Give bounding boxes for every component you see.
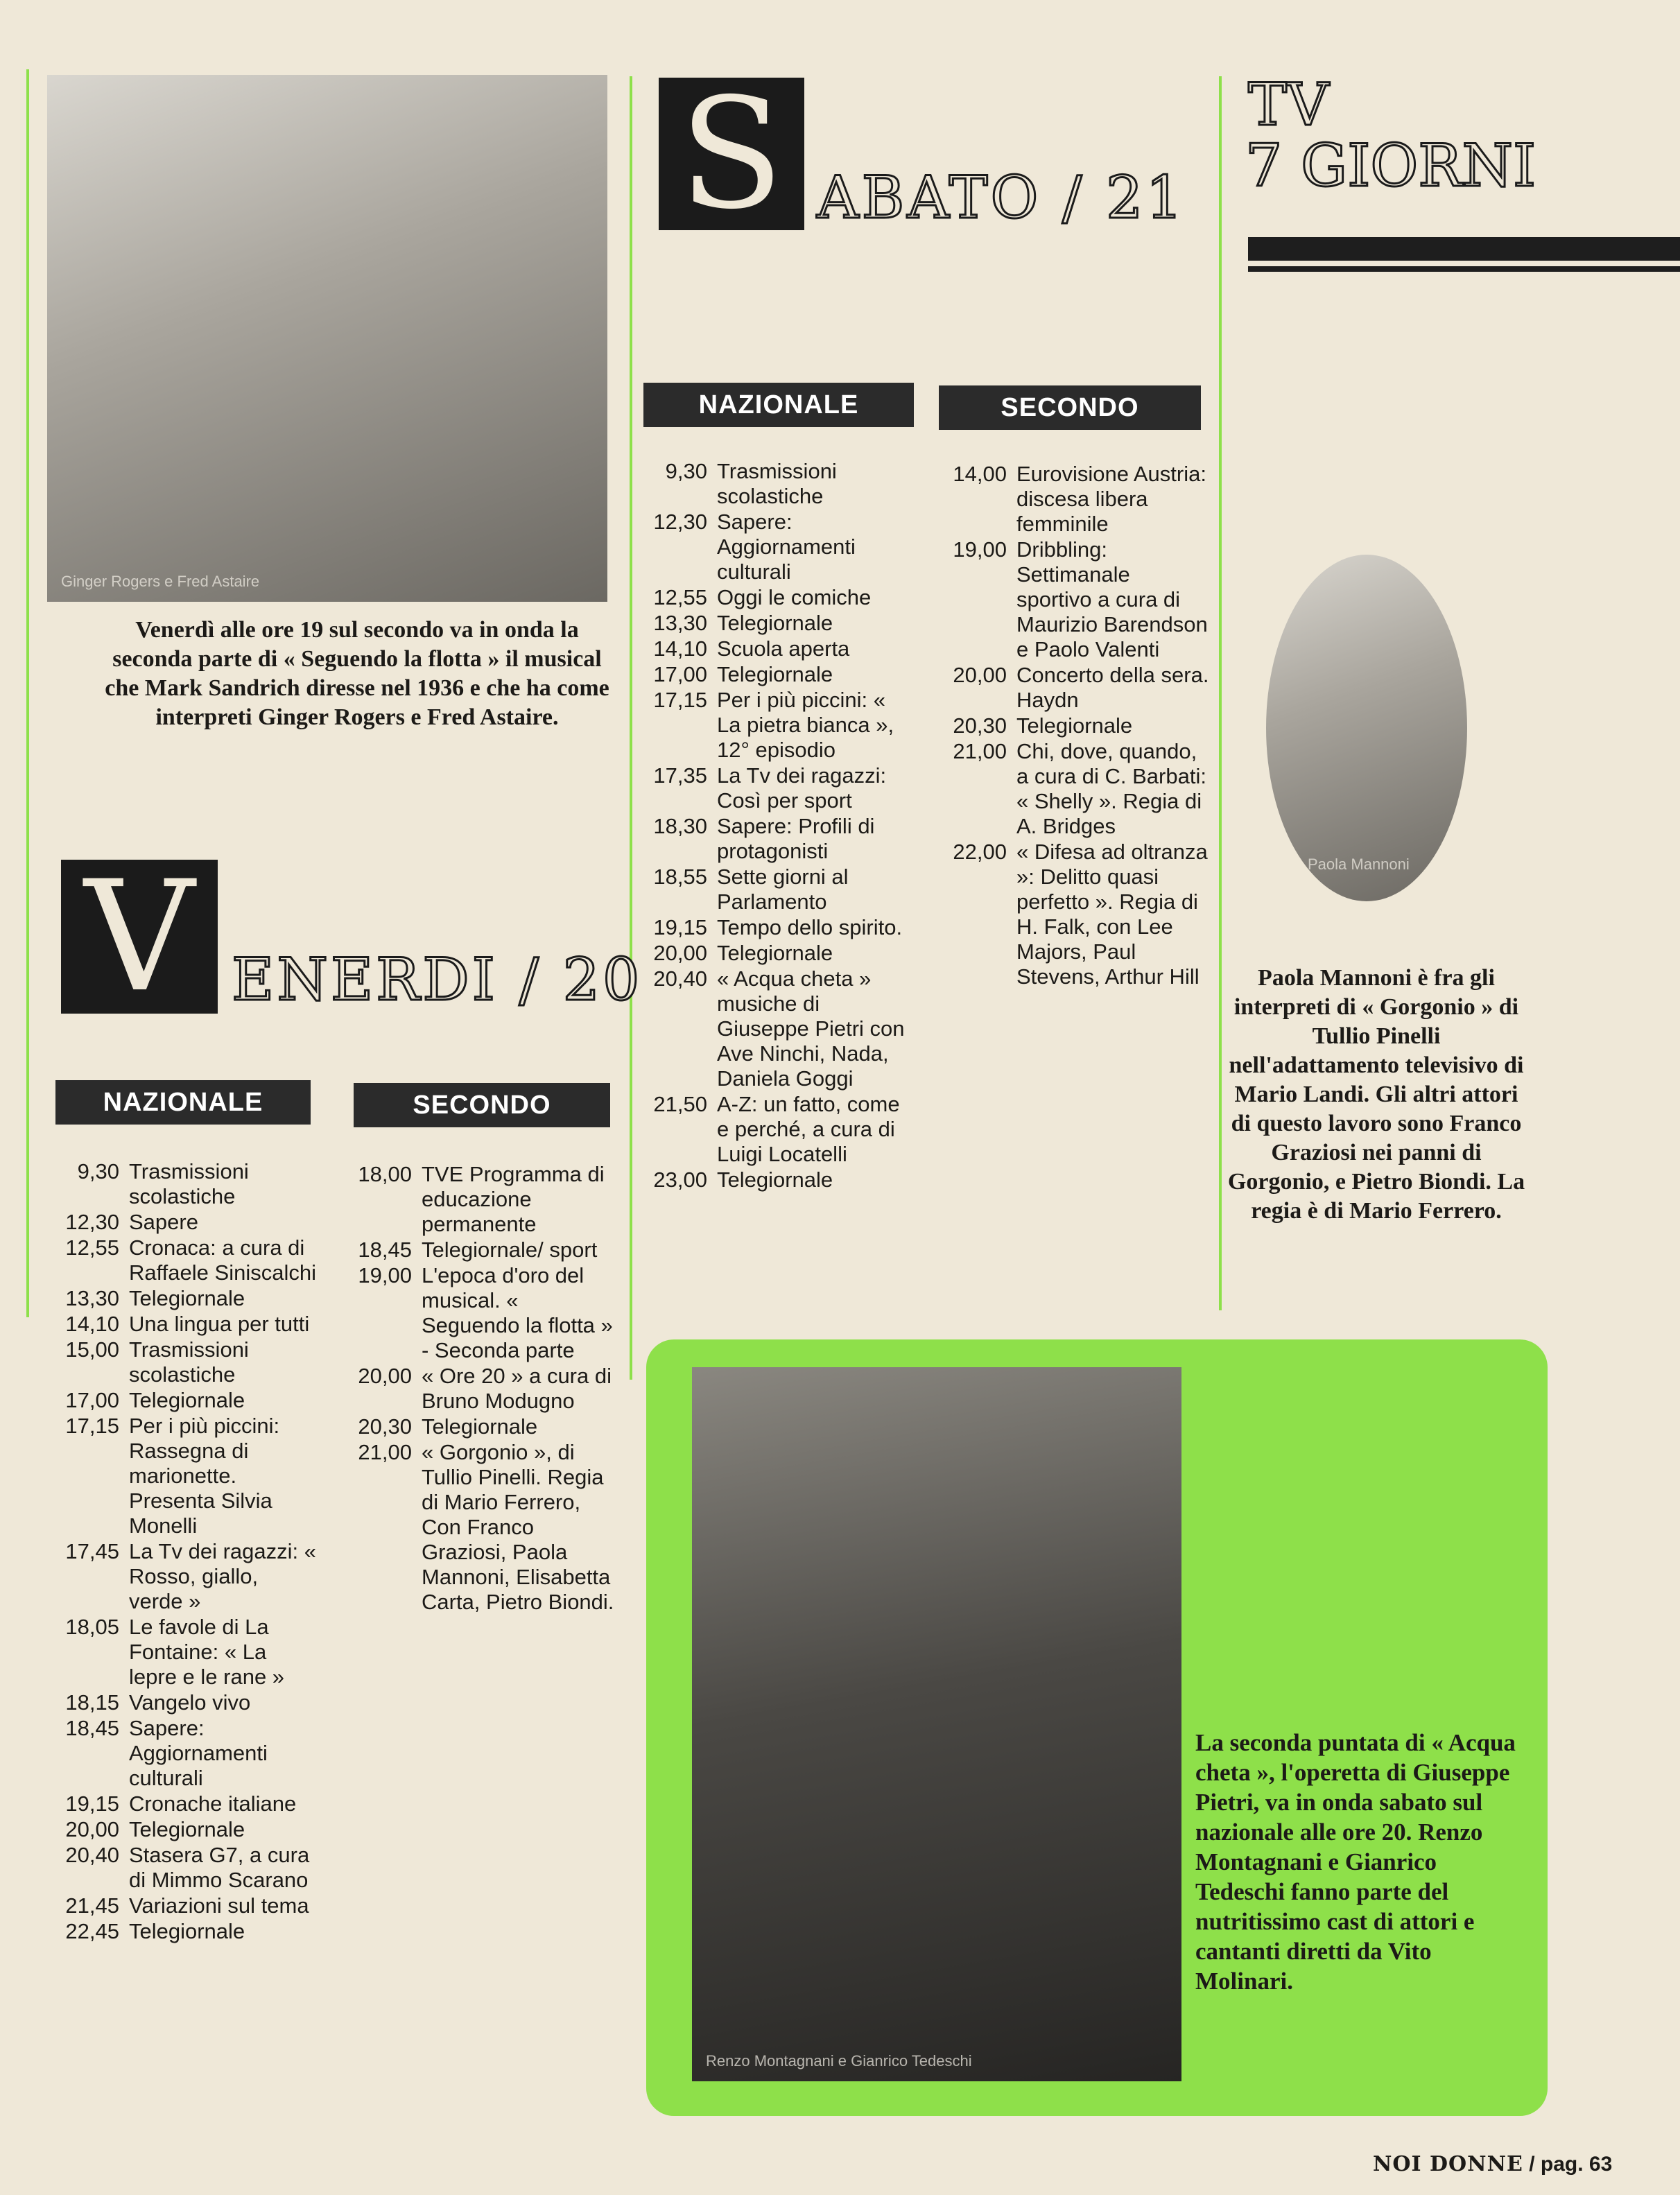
friday-nazionale-header: NAZIONALE (55, 1080, 311, 1125)
schedule-time: 21,50 (653, 1092, 707, 1116)
schedule-row (638, 865, 915, 914)
schedule-program: « Gorgonio », di Tullio Pinelli. Regia di Mario Ferrero, Con Franco Graziosi, Paola Mannoni, Elisabetta Carta, Pietro Biondi. (422, 1440, 614, 1614)
friday-nazionale-schedule (53, 1159, 316, 1945)
schedule-program: Sapere: Profili di protagonisti (717, 814, 875, 863)
schedule-program: Sapere (129, 1210, 198, 1234)
schedule-time: 22,00 (953, 840, 1007, 864)
schedule-time: 12,55 (653, 585, 707, 609)
schedule-program: Telegiornale (129, 1286, 245, 1310)
column-rule-middle (630, 76, 632, 1380)
acqua-cheta-caption: La seconda puntata di « Acqua cheta », l'operetta di Giuseppe Pietri, va in onda sabato sul nazionale alle ore 20. Renzo Montagnani e Gianrico Tedeschi fanno parte del nutritissimo cast di attori e cantanti diretti da Vito Molinari. (1195, 1729, 1516, 1995)
schedule-time: 20,30 (358, 1414, 412, 1439)
schedule-time: 15,00 (65, 1337, 119, 1362)
friday-secondo-schedule (347, 1162, 617, 1615)
schedule-program: Telegiornale (717, 662, 833, 686)
schedule-time: 20,00 (953, 663, 1007, 687)
schedule-time: 17,00 (65, 1388, 119, 1412)
schedule-row (53, 1159, 316, 1209)
schedule-time: 21,00 (358, 1440, 412, 1464)
schedule-row (53, 1893, 316, 1918)
schedule-row (940, 739, 1211, 839)
schedule-row (53, 1615, 316, 1690)
schedule-program: Telegiornale (129, 1388, 245, 1412)
schedule-program: Trasmissioni scolastiche (129, 1159, 249, 1208)
schedule-program: « Difesa ad oltranza »: Delitto quasi perfetto ». Regia di H. Falk, con Lee Majors, Paul Stevens, Arthur Hill (1016, 840, 1208, 989)
schedule-row (347, 1162, 617, 1237)
schedule-row (347, 1414, 617, 1439)
saturday-nazionale-schedule (638, 459, 915, 1193)
schedule-program: Telegiornale (129, 1817, 245, 1841)
schedule-row (638, 1168, 915, 1192)
schedule-program: Sapere: Aggiornamenti culturali (129, 1716, 268, 1790)
schedule-row (53, 1312, 316, 1337)
schedule-time: 19,15 (653, 915, 707, 939)
schedule-time: 20,00 (358, 1364, 412, 1388)
dance-photo-label: Ginger Rogers e Fred Astaire (61, 573, 260, 590)
schedule-time: 18,15 (65, 1690, 119, 1715)
footer-page: pag. 63 (1540, 2153, 1613, 2176)
masthead-bar (1248, 237, 1680, 261)
schedule-program: Telegiornale (422, 1414, 538, 1439)
schedule-program: Vangelo vivo (129, 1690, 251, 1715)
footer (1373, 2152, 1612, 2176)
column-rule-right (1219, 76, 1222, 1310)
schedule-row (638, 1092, 915, 1167)
schedule-program: Telegiornale/ sport (422, 1238, 598, 1262)
schedule-time: 9,30 (665, 459, 707, 483)
column-rule-left (26, 69, 29, 1317)
schedule-program: Telegiornale (717, 1168, 833, 1192)
saturday-letter: S (659, 78, 804, 230)
schedule-time: 17,45 (65, 1539, 119, 1563)
schedule-time: 17,00 (653, 662, 707, 686)
schedule-time: 14,00 (953, 462, 1007, 486)
schedule-time: 18,55 (653, 865, 707, 889)
saturday-secondo-schedule (940, 462, 1211, 990)
schedule-row (53, 1817, 316, 1842)
friday-letter: V (61, 860, 218, 1014)
schedule-program: Dribbling: Settimanale sportivo a cura di Maurizio Barendson e Paolo Valenti (1016, 537, 1208, 661)
schedule-row (53, 1690, 316, 1715)
schedule-program: Trasmissioni scolastiche (717, 459, 837, 508)
schedule-row (53, 1235, 316, 1285)
schedule-program: Sapere: Aggiornamenti culturali (717, 510, 856, 584)
schedule-row (53, 1210, 316, 1235)
portrait-photo-label: Paola Mannoni (1308, 856, 1410, 873)
schedule-row (940, 462, 1211, 537)
schedule-row (638, 688, 915, 763)
schedule-row (347, 1440, 617, 1615)
schedule-row (53, 1919, 316, 1944)
schedule-program: Oggi le comiche (717, 585, 872, 609)
schedule-program: Le favole di La Fontaine: « La lepre e le rane » (129, 1615, 285, 1689)
schedule-time: 17,35 (653, 763, 707, 788)
schedule-time: 23,00 (653, 1168, 707, 1192)
dance-photo (47, 75, 607, 602)
schedule-program: Per i più piccini: Rassegna di marionette. Presenta Silvia Monelli (129, 1414, 280, 1538)
schedule-row (940, 537, 1211, 662)
schedule-time: 18,05 (65, 1615, 119, 1639)
schedule-time: 20,00 (653, 941, 707, 965)
saturday-nazionale-header: NAZIONALE (643, 383, 914, 427)
schedule-row (638, 941, 915, 966)
schedule-program: L'epoca d'oro del musical. « Seguendo la flotta » - Seconda parte (422, 1263, 613, 1362)
schedule-time: 18,30 (653, 814, 707, 838)
schedule-time: 19,00 (953, 537, 1007, 562)
schedule-row (53, 1337, 316, 1387)
schedule-program: Cronache italiane (129, 1791, 297, 1816)
acqua-cheta-photo (692, 1367, 1181, 2081)
schedule-time: 19,15 (65, 1791, 119, 1816)
footer-magazine: NOI DONNE (1373, 2152, 1523, 2176)
saturday-heading: ABATO / 21 (817, 164, 1186, 232)
schedule-time: 21,45 (65, 1893, 119, 1918)
dance-caption: Venerdì alle ore 19 sul secondo va in onda la seconda parte di « Seguendo la flotta » il musical che Mark Sandrich diresse nel 1936 e che ha come interpreti Ginger Rogers e Fred Astaire. (105, 617, 609, 730)
schedule-program: Eurovisione Austria: discesa libera femminile (1016, 462, 1206, 536)
schedule-row (638, 611, 915, 636)
schedule-program: Concerto della sera. Haydn (1016, 663, 1209, 712)
schedule-row (638, 636, 915, 661)
schedule-row (638, 662, 915, 687)
schedule-time: 9,30 (77, 1159, 119, 1183)
schedule-time: 14,10 (65, 1312, 119, 1336)
schedule-row (53, 1286, 316, 1311)
schedule-row (53, 1539, 316, 1614)
schedule-time: 20,40 (65, 1843, 119, 1867)
schedule-row (638, 814, 915, 864)
schedule-time: 17,15 (65, 1414, 119, 1438)
saturday-secondo-header: SECONDO (939, 385, 1201, 430)
schedule-row (940, 663, 1211, 713)
masthead-7giorni: 7 GIORNI (1245, 132, 1536, 200)
schedule-row (347, 1238, 617, 1263)
schedule-time: 20,30 (953, 713, 1007, 738)
friday-heading: ENERDI / 20 (232, 946, 643, 1014)
schedule-row (53, 1388, 316, 1413)
portrait-caption: Paola Mannoni è fra gli interpreti di « Gorgonio » di Tullio Pinelli nell'adattamento televisivo di Mario Landi. Gli altri attori di questo lavoro sono Franco Graziosi nei panni di Gorgonio, e Pietro Biondi. La regia è di Mario Ferrero. (1227, 965, 1525, 1224)
schedule-row (638, 459, 915, 509)
schedule-row (53, 1414, 316, 1538)
footer-separator: / (1529, 2153, 1535, 2176)
schedule-time: 12,30 (653, 510, 707, 534)
schedule-row (347, 1263, 617, 1363)
schedule-row (53, 1843, 316, 1893)
schedule-program: A-Z: un fatto, come e perché, a cura di Luigi Locatelli (717, 1092, 900, 1166)
schedule-time: 21,00 (953, 739, 1007, 763)
schedule-time: 18,45 (358, 1238, 412, 1262)
schedule-program: TVE Programma di educazione permanente (422, 1162, 605, 1236)
schedule-program: La Tv dei ragazzi: « Rosso, giallo, verde » (129, 1539, 316, 1613)
schedule-row (53, 1791, 316, 1816)
schedule-time: 18,45 (65, 1716, 119, 1740)
schedule-time: 20,40 (653, 966, 707, 991)
portrait-photo (1266, 555, 1467, 901)
schedule-program: Per i più piccini: « La pietra bianca », 12° episodio (717, 688, 894, 762)
schedule-program: Stasera G7, a cura di Mimmo Scarano (129, 1843, 310, 1892)
schedule-program: « Acqua cheta » musiche di Giuseppe Pietri con Ave Ninchi, Nada, Daniela Goggi (717, 966, 905, 1091)
masthead-tv: TV (1248, 71, 1329, 139)
schedule-row (638, 763, 915, 813)
schedule-time: 13,30 (653, 611, 707, 635)
schedule-row (638, 510, 915, 584)
schedule-program: Telegiornale (717, 941, 833, 965)
schedule-program: Tempo dello spirito. (717, 915, 903, 939)
schedule-time: 12,30 (65, 1210, 119, 1234)
schedule-program: Chi, dove, quando, a cura di C. Barbati: « Shelly ». Regia di A. Bridges (1016, 739, 1206, 838)
schedule-row (638, 966, 915, 1091)
schedule-program: Telegiornale (717, 611, 833, 635)
schedule-program: Scuola aperta (717, 636, 850, 661)
schedule-time: 20,00 (65, 1817, 119, 1841)
acqua-cheta-photo-label: Renzo Montagnani e Gianrico Tedeschi (706, 2052, 972, 2070)
schedule-program: Telegiornale (129, 1919, 245, 1943)
schedule-program: Variazioni sul tema (129, 1893, 309, 1918)
schedule-program: La Tv dei ragazzi: Così per sport (717, 763, 887, 813)
schedule-time: 22,45 (65, 1919, 119, 1943)
schedule-time: 18,00 (358, 1162, 412, 1186)
schedule-time: 12,55 (65, 1235, 119, 1260)
schedule-program: Trasmissioni scolastiche (129, 1337, 249, 1387)
schedule-time: 13,30 (65, 1286, 119, 1310)
schedule-program: Una lingua per tutti (129, 1312, 310, 1336)
schedule-time: 19,00 (358, 1263, 412, 1287)
schedule-row (940, 713, 1211, 738)
masthead-bar-thin (1248, 266, 1680, 272)
schedule-program: Sette giorni al Parlamento (717, 865, 849, 914)
schedule-program: Cronaca: a cura di Raffaele Siniscalchi (129, 1235, 316, 1285)
schedule-row (638, 915, 915, 940)
schedule-row (53, 1716, 316, 1791)
schedule-program: Telegiornale (1016, 713, 1133, 738)
schedule-row (940, 840, 1211, 989)
schedule-time: 14,10 (653, 636, 707, 661)
schedule-row (347, 1364, 617, 1414)
friday-secondo-header: SECONDO (354, 1083, 610, 1127)
schedule-program: « Ore 20 » a cura di Bruno Modugno (422, 1364, 612, 1413)
schedule-row (638, 585, 915, 610)
schedule-time: 17,15 (653, 688, 707, 712)
